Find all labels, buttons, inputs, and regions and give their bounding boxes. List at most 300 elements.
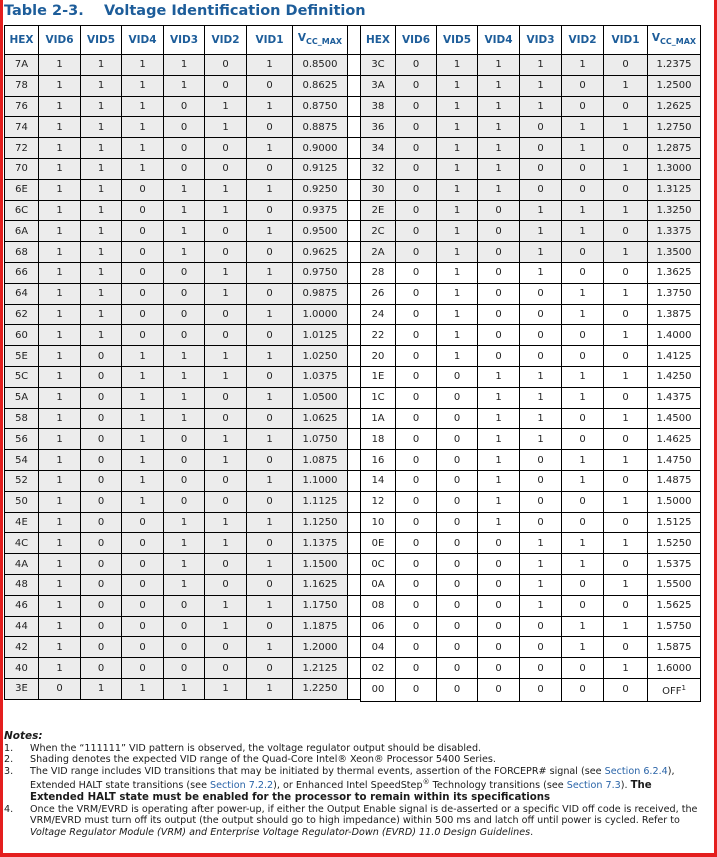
vid-cell: 1 [205,616,247,637]
table-row [361,491,701,512]
vcc-cell: 1.2625 [648,96,701,117]
vid-cell: 0 [478,595,520,616]
vid-cell: 0 [604,304,648,325]
vid-cell: 1 [81,55,122,76]
table-row [361,512,701,533]
vid-cell: 1 [39,554,81,575]
vcc-cell: 1.0625 [293,408,348,429]
vid-cell: 1 [122,429,164,450]
hex-cell: 78 [5,75,39,96]
vid-cell: 1 [247,470,293,491]
col-header: VID4 [122,26,164,55]
vcc-cell: 1.4375 [648,387,701,408]
vcc-cell: 1.1875 [293,616,348,637]
vid-cell: 0 [396,554,437,575]
vid-cell: 1 [122,678,164,699]
hex-cell: 06 [361,616,396,637]
vid-cell: 0 [247,325,293,346]
vid-cell: 1 [604,325,648,346]
vid-cell: 1 [164,574,205,595]
vid-cell: 0 [562,262,604,283]
vid-cell: 1 [39,242,81,263]
spacer-cell [348,138,361,159]
vid-cell: 1 [437,75,478,96]
table-row [361,366,701,387]
hex-cell: 70 [5,158,39,179]
vcc-cell: 0.9625 [293,242,348,263]
table-row [5,678,361,699]
table-row [361,346,701,367]
vid-cell: 0 [247,75,293,96]
vid-cell: 1 [478,470,520,491]
vcc-cell: 1.3875 [648,304,701,325]
hex-cell: 48 [5,574,39,595]
vid-cell: 1 [164,242,205,263]
table-row [361,533,701,554]
vid-cell: 1 [205,117,247,138]
table-row [361,616,701,637]
col-header: VID6 [396,26,437,55]
vid-cell: 1 [520,387,562,408]
table-row [5,533,361,554]
vid-cell: 0 [520,158,562,179]
vid-cell: 1 [562,366,604,387]
vid-cell: 1 [205,450,247,471]
vid-cell: 0 [562,429,604,450]
vid-cell: 0 [205,55,247,76]
vid-cell: 0 [478,200,520,221]
table-row [361,75,701,96]
table-row [361,55,701,76]
vid-cell: 1 [39,491,81,512]
note-4: 4. Once the VRM/EVRD is operating after power-up, if either the Output Enable signal is de-asserted or a specific VID off code is received, the VRM/EVRD must turn off its output (the output should go to high impedance) within 500 ms and latch off until power is cycled. Refer to Voltage Regulator Module (VRM) and Enterprise Voltage Regulator-Down (EVRD) 11.0 Design Guidelines. [4,803,698,838]
vid-cell: 0 [81,491,122,512]
vid-cell: 1 [81,158,122,179]
vid-cell: 0 [604,678,648,701]
vid-cell: 0 [562,96,604,117]
vid-cell: 1 [520,366,562,387]
vid-cell: 1 [478,429,520,450]
vid-cell: 1 [81,283,122,304]
hex-cell: 3E [5,678,39,699]
link-section-7-2-2[interactable]: Section 7.2.2 [210,780,274,792]
vid-cell: 1 [562,55,604,76]
table-row [5,283,361,304]
vid-cell: 0 [164,616,205,637]
vid-cell: 1 [39,158,81,179]
table-title [4,1,366,21]
vcc-cell: 1.4625 [648,429,701,450]
vid-cell: 1 [478,512,520,533]
vcc-cell: 1.2500 [648,75,701,96]
hex-cell: 7A [5,55,39,76]
vid-cell: 0 [164,283,205,304]
vcc-cell: 1.2875 [648,138,701,159]
table-row [5,616,361,637]
vid-cell: 0 [122,595,164,616]
vid-cell: 1 [437,179,478,200]
vid-cell: 0 [81,512,122,533]
vcc-cell: 0.8875 [293,117,348,138]
vid-cell: 0 [122,512,164,533]
vcc-cell: 0.8750 [293,96,348,117]
vid-cell: 0 [396,491,437,512]
vid-cell: 0 [205,637,247,658]
vid-cell: 1 [81,75,122,96]
vid-cell: 0 [396,450,437,471]
vid-cell: 1 [205,96,247,117]
vid-cell: 1 [81,325,122,346]
vid-cell: 0 [437,429,478,450]
hex-cell: 60 [5,325,39,346]
vid-cell: 0 [205,304,247,325]
vid-cell: 0 [478,574,520,595]
vid-cell: 0 [122,200,164,221]
vid-cell: 1 [81,138,122,159]
vid-cell: 0 [437,595,478,616]
table-row [361,138,701,159]
vid-cell: 1 [164,512,205,533]
vid-cell: 1 [520,55,562,76]
hex-cell: 34 [361,138,396,159]
hex-cell: 5A [5,387,39,408]
hex-cell: 2C [361,221,396,242]
vid-cell: 1 [122,491,164,512]
vid-cell: 1 [39,221,81,242]
vid-cell: 0 [247,200,293,221]
vid-cell: 0 [520,616,562,637]
table-row [5,96,361,117]
vid-cell: 1 [520,595,562,616]
spacer-cell [348,616,361,637]
vid-cell: 0 [164,470,205,491]
hex-cell: 38 [361,96,396,117]
vid-cell: 1 [562,304,604,325]
vid-cell: 0 [562,408,604,429]
hex-cell: 00 [361,678,396,701]
spacer-cell [348,200,361,221]
vid-cell: 1 [247,221,293,242]
table-row [361,304,701,325]
table-caption: Voltage Identification Definition [104,3,366,19]
vid-cell: 0 [478,678,520,701]
hex-cell: 56 [5,429,39,450]
vid-cell: 1 [247,512,293,533]
hex-cell: 3C [361,55,396,76]
vid-table-right [360,25,701,702]
vid-cell: 0 [396,138,437,159]
vid-cell: 0 [396,616,437,637]
vid-cell: 0 [122,325,164,346]
header-row [5,26,361,55]
spacer-cell [348,26,361,55]
vid-cell: 1 [437,117,478,138]
hex-cell: 58 [5,408,39,429]
vid-cell: 1 [562,616,604,637]
col-header: VID5 [437,26,478,55]
vcc-cell: 1.5250 [648,533,701,554]
col-header-vcc: $V_{CC\_MAX}$ [293,26,348,55]
vcc-cell: 1.0000 [293,304,348,325]
vid-cell: 0 [122,533,164,554]
vid-cell: 1 [562,637,604,658]
vid-cell: 0 [562,346,604,367]
hex-cell: 64 [5,283,39,304]
vid-cell: 1 [437,55,478,76]
hex-cell: 1A [361,408,396,429]
table-row [361,574,701,595]
vid-cell: 0 [562,75,604,96]
table-row [361,387,701,408]
vid-cell: 0 [164,138,205,159]
vid-cell: 0 [81,366,122,387]
table-row [5,262,361,283]
hex-cell: 30 [361,179,396,200]
vid-cell: 0 [396,75,437,96]
vid-cell: 1 [520,75,562,96]
vid-cell: 0 [396,574,437,595]
vid-cell: 1 [520,408,562,429]
vid-cell: 1 [247,55,293,76]
vid-cell: 0 [122,658,164,679]
vcc-cell: 1.0750 [293,429,348,450]
vid-cell: 0 [39,678,81,699]
vid-cell: 0 [205,325,247,346]
vcc-cell: 1.5750 [648,616,701,637]
col-header: VID5 [81,26,122,55]
vid-cell: 0 [81,387,122,408]
vid-cell: 0 [478,346,520,367]
vid-cell: 1 [164,554,205,575]
table-row [361,678,701,701]
table-row [5,491,361,512]
vid-cell: 1 [205,429,247,450]
hex-cell: 50 [5,491,39,512]
vid-cell: 1 [520,429,562,450]
vid-cell: 1 [478,450,520,471]
vid-cell: 0 [164,158,205,179]
vid-cell: 1 [562,283,604,304]
vid-cell: 0 [437,470,478,491]
vid-cell: 1 [39,138,81,159]
table-row [361,408,701,429]
vid-cell: 0 [478,304,520,325]
vcc-cell: 1.5125 [648,512,701,533]
vid-cell: 0 [122,179,164,200]
vid-cell: 0 [164,450,205,471]
vid-cell: 0 [247,366,293,387]
table-row [5,658,361,679]
vid-cell: 1 [39,408,81,429]
vid-cell: 1 [247,346,293,367]
table-row [361,470,701,491]
header-row [361,26,701,55]
vid-cell: 0 [562,574,604,595]
vid-cell: 0 [205,658,247,679]
vid-cell: 0 [520,304,562,325]
table-row [361,179,701,200]
vid-cell: 0 [81,429,122,450]
vid-cell: 1 [247,179,293,200]
hex-cell: 1C [361,387,396,408]
vid-cell: 0 [562,678,604,701]
vid-cell: 1 [39,366,81,387]
table-row [5,221,361,242]
vid-cell: 1 [205,283,247,304]
vid-cell: 1 [437,96,478,117]
vid-cell: 1 [247,387,293,408]
vid-cell: 0 [122,304,164,325]
vid-cell: 1 [164,55,205,76]
hex-cell: 36 [361,117,396,138]
vid-cell: 0 [122,283,164,304]
notes-title: Notes: [4,730,43,742]
vcc-cell: 1.0500 [293,387,348,408]
table-row [5,512,361,533]
vcc-cell: 1.0250 [293,346,348,367]
col-header: VID1 [604,26,648,55]
hex-cell: 72 [5,138,39,159]
spacer-cell [348,429,361,450]
vid-cell: 1 [122,158,164,179]
note-1: 1. When the “111111” VID pattern is observed, the voltage regulator output should be disabled. [4,742,482,754]
vid-cell: 0 [396,55,437,76]
vid-cell: 1 [164,366,205,387]
vid-cell: 1 [164,533,205,554]
hex-cell: 5C [5,366,39,387]
hex-cell: 14 [361,470,396,491]
vid-cell: 0 [604,138,648,159]
vid-cell: 1 [604,366,648,387]
spacer-cell [348,325,361,346]
vid-cell: 1 [205,179,247,200]
spacer-cell [348,221,361,242]
vcc-cell: 0.8500 [293,55,348,76]
hex-cell: 66 [5,262,39,283]
spacer-cell [348,304,361,325]
vcc-cell: 1.1625 [293,574,348,595]
vid-cell: 1 [604,574,648,595]
hex-cell: 0A [361,574,396,595]
vid-cell: 0 [562,158,604,179]
vid-cell: 0 [604,262,648,283]
vid-cell: 0 [205,221,247,242]
vid-cell: 0 [396,512,437,533]
vcc-cell: 0.9375 [293,200,348,221]
vid-cell: 1 [437,346,478,367]
table-row [361,429,701,450]
vid-cell: 1 [604,450,648,471]
hex-cell: 1E [361,366,396,387]
link-section-6-2-4[interactable]: Section 6.2.4 [604,765,668,777]
table-row [361,242,701,263]
vid-cell: 1 [122,366,164,387]
col-header: HEX [5,26,39,55]
vid-cell: 1 [562,117,604,138]
link-section-7-3[interactable]: Section 7.3 [566,780,621,792]
table-row [361,637,701,658]
col-header: VID2 [562,26,604,55]
table-row [361,658,701,679]
vcc-cell: 1.1000 [293,470,348,491]
hex-cell: 16 [361,450,396,471]
vid-cell: 0 [437,574,478,595]
table-row [5,470,361,491]
vid-cell: 0 [396,96,437,117]
vid-cell: 0 [81,346,122,367]
vid-cell: 0 [520,325,562,346]
vid-cell: 1 [604,75,648,96]
vid-cell: 0 [604,346,648,367]
hex-cell: 52 [5,470,39,491]
vid-cell: 0 [205,242,247,263]
vid-cell: 1 [520,242,562,263]
vid-cell: 0 [437,678,478,701]
table-row [5,75,361,96]
vid-cell: 0 [396,366,437,387]
vid-cell: 0 [164,491,205,512]
vid-cell: 0 [396,533,437,554]
vid-cell: 1 [520,533,562,554]
hex-cell: 24 [361,304,396,325]
vcc-cell: 0.9500 [293,221,348,242]
vid-cell: 1 [164,678,205,699]
vid-cell: 0 [396,221,437,242]
vid-cell: 0 [604,55,648,76]
vid-cell: 0 [396,346,437,367]
vid-cell: 0 [247,283,293,304]
vid-cell: 0 [478,283,520,304]
spacer-cell [348,491,361,512]
col-header: VID4 [478,26,520,55]
col-header: HEX [361,26,396,55]
vid-cell: 1 [247,304,293,325]
vid-cell: 1 [39,283,81,304]
vid-cell: 0 [520,450,562,471]
vid-cell: 0 [396,429,437,450]
vid-cell: 0 [562,595,604,616]
vid-cell: 0 [247,616,293,637]
vid-cell: 0 [562,658,604,679]
vid-cell: 1 [205,533,247,554]
vid-cell: 1 [478,55,520,76]
vid-cell: 0 [396,117,437,138]
vid-cell: 1 [164,179,205,200]
vid-cell: 0 [562,325,604,346]
vid-cell: 0 [520,117,562,138]
table-row [361,262,701,283]
vid-cell: 0 [604,221,648,242]
vid-cell: 0 [205,408,247,429]
vid-cell: 1 [520,96,562,117]
col-header: VID3 [164,26,205,55]
vid-cell: 0 [437,512,478,533]
vid-cell: 0 [478,262,520,283]
hex-cell: 74 [5,117,39,138]
vid-cell: 0 [164,429,205,450]
vcc-cell: 1.1750 [293,595,348,616]
vid-cell: 0 [164,96,205,117]
vid-cell: 1 [478,138,520,159]
table-row [5,179,361,200]
vid-cell: 0 [81,450,122,471]
vid-cell: 0 [604,429,648,450]
hex-cell: 6E [5,179,39,200]
vid-cell: 0 [247,533,293,554]
reference-title: Voltage Regulator Module (VRM) and Enterprise Voltage Regulator-Down (EVRD) 11.0 Design Guidelines [30,826,531,838]
spacer-cell [348,574,361,595]
vid-cell: 1 [205,200,247,221]
